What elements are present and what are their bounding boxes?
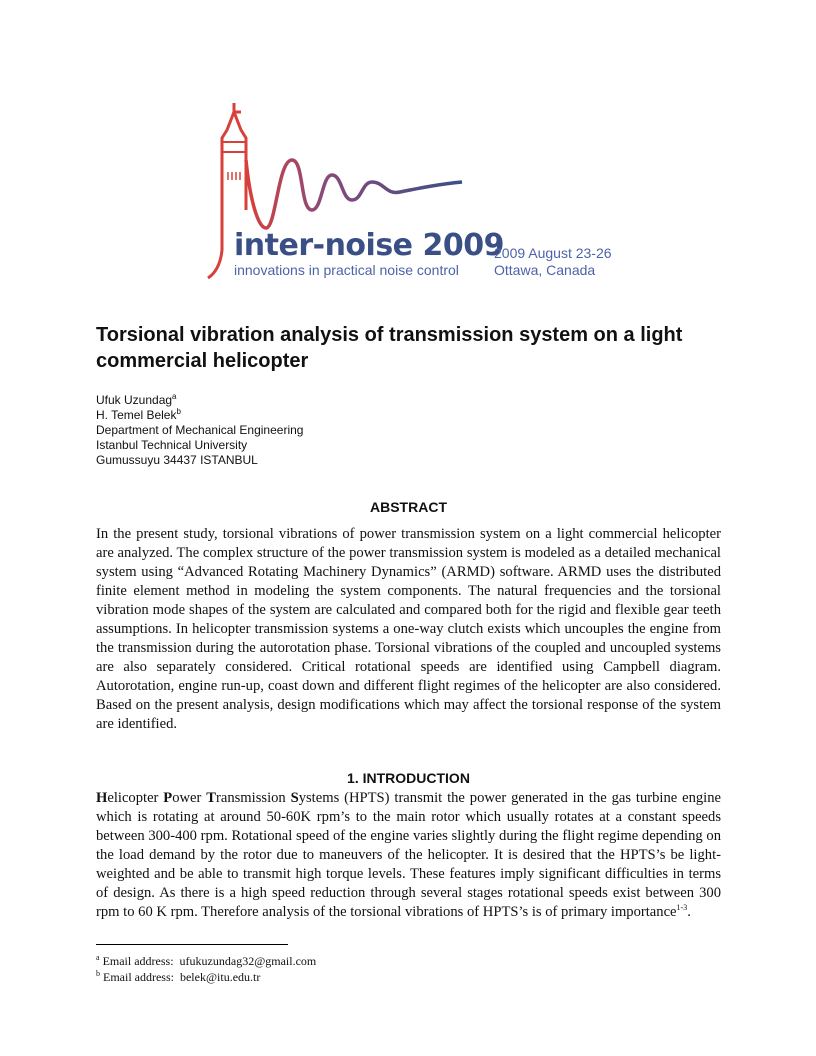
- conference-name: inter-noise 2009: [234, 228, 504, 263]
- affiliation-department: Department of Mechanical Engineering: [96, 423, 304, 437]
- author-block: [96, 393, 303, 468]
- introduction-heading: 1. INTRODUCTION: [347, 770, 470, 786]
- author-1: Ufuk Uzundag$^a$: [96, 392, 177, 407]
- email-link[interactable]: ufukuzundag32@gmail.com: [179, 954, 317, 968]
- conference-logo: [200, 100, 630, 290]
- author-2: H. Temel Belek$^b$: [96, 407, 181, 422]
- sound-wave-icon: [246, 160, 462, 228]
- email-link[interactable]: belek@itu.edu.tr: [179, 970, 261, 984]
- introduction-text: Helicopter Power Transmission Systems (HPTS) transmit the power generated in the gas turbine engine which is rotating at around 50-60K rpm’s to the main rotor which usually rotates at a constant speeds between 300-400 rpm. Rotational speed of the engine varies slightly during the flight regime depending on the load demand by the rotor due to maneuvers of the helicopter. It is desired that the HPTS’s be light-weighted and be able to transmit high torque levels. These features imply significant difficulties in terms of design. As there is a high speed reduction through several stages rotational speeds exist between 300 rpm to 60 K rpm. Therefore analysis of the torsional vibrations of HPTS’s is of primary importance$^{1-3}$.: [96, 790, 722, 920]
- reference-mark: 1-3: [676, 903, 688, 913]
- conference-tagline: innovations in practical noise control: [234, 262, 459, 278]
- abstract-heading: ABSTRACT: [370, 499, 447, 515]
- affiliation-address: Gumussuyu 34437 ISTANBUL: [96, 453, 258, 467]
- abstract-text: In the present study, torsional vibrations of power transmission system on a light commercial helicopter are analyzed. The complex structure of the power transmission system is modeled as a detailed mechanical system using “Advanced Rotating Machinery Dynamics” (ARMD) software. ARMD uses the distributed finite element method in modeling the system components. The natural frequencies and the torsional vibration mode shapes of the system are calculated and compared both for the rigid and flexible gear teeth assumptions. In helicopter transmission systems a one-way clutch exists which uncouples the engine from the transmission during the autorotation phase. Torsional vibrations of the coupled and uncoupled systems are also separately considered. Critical rotational speeds are identified using Campbell diagram. Autorotation, engine run-up, coast down and different flight regimes of the helicopter are also considered. Based on the present analysis, design modifications which may affect the torsional response of the system are identified.: [96, 526, 721, 732]
- affiliation-university: Istanbul Technical University: [96, 438, 248, 452]
- conference-date: 2009 August 23-26: [494, 245, 612, 261]
- footnote-rule: [96, 944, 288, 945]
- conference-location: Ottawa, Canada: [494, 262, 596, 278]
- footnote-a: $^a$ Email address: ufukuzundag32@gmail.com: [96, 953, 317, 968]
- paper-title: Torsional vibration analysis of transmission system on a light commercial helicopter: [96, 324, 683, 372]
- footnote-b: $^b$ Email address: belek@itu.edu.tr: [96, 969, 261, 984]
- footnotes: [96, 953, 316, 985]
